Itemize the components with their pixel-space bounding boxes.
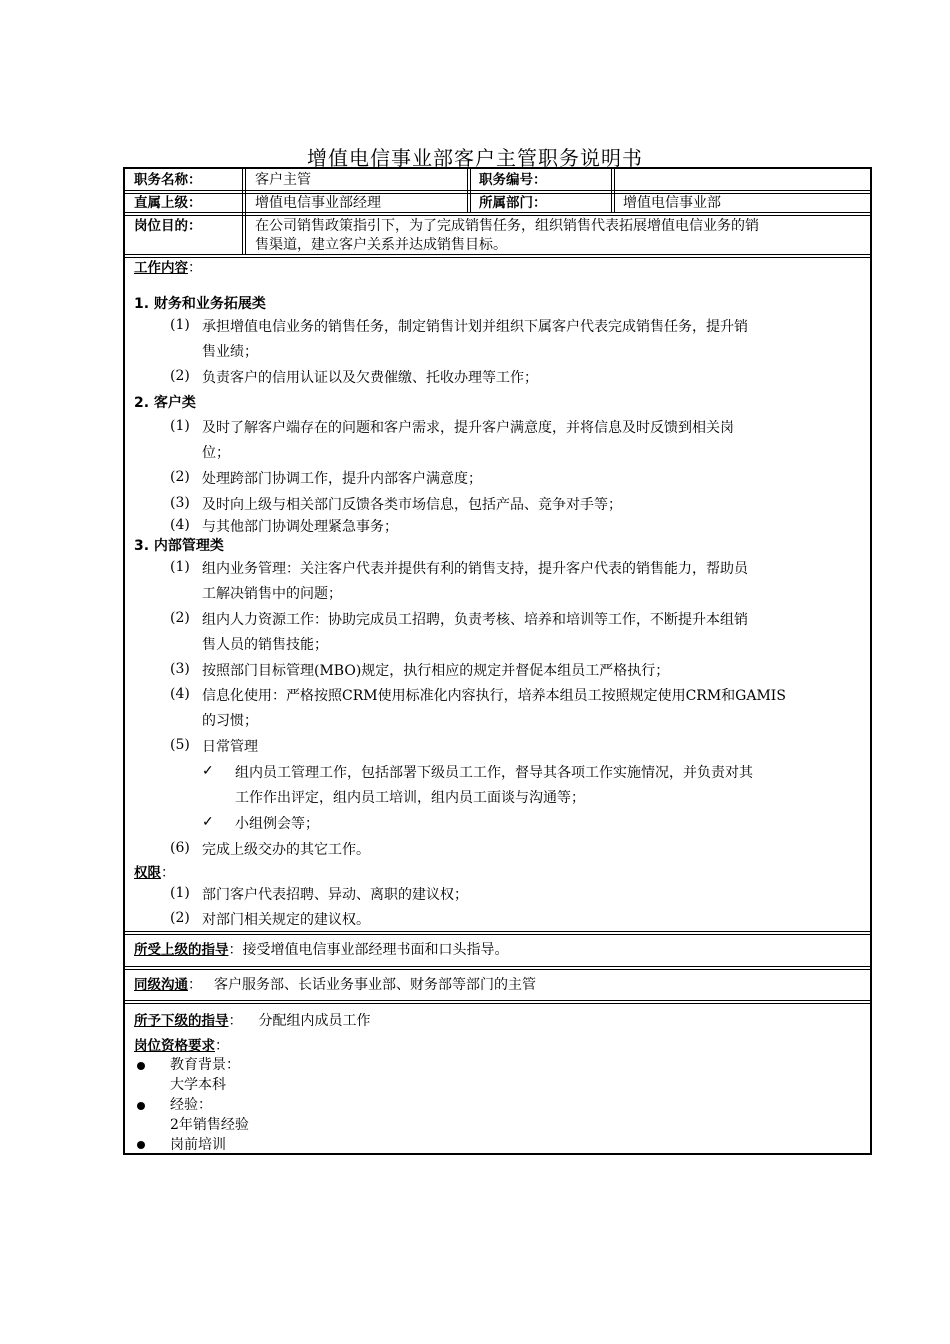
training-label: 岗前培训 <box>170 1137 226 1153</box>
work-item-text: 组内业务管理：关注客户代表并提供有利的销售支持，提升客户代表的销售能力，帮助员 <box>202 561 748 577</box>
experience-label: 经验： <box>170 1097 212 1113</box>
superior-label: 直属上级： <box>134 195 202 211</box>
work-item-text: 售业绩； <box>202 344 258 360</box>
purpose-text: 售渠道，建立客户关系并达成销售目标。 <box>255 237 507 253</box>
work-item-text: 负责客户的信用认证以及欠费催缴、托收办理等工作； <box>202 370 538 386</box>
department-value: 增值电信事业部 <box>623 195 721 211</box>
authority-item: 部门客户代表招聘、异动、离职的建议权； <box>202 887 468 903</box>
work-subitem-text: 工作作出评定，组内员工培训，组内员工面谈与沟通等； <box>235 790 585 806</box>
document-title: 增值电信事业部客户主管职务说明书 <box>307 146 643 170</box>
superior-guidance-row: 所受上级的指导：接受增值电信事业部经理书面和口头指导。 <box>134 942 509 958</box>
item-number: (1) <box>170 418 190 434</box>
peer-communication-row: 同级沟通： 客户服务部、长话业务事业部、财务部等部门的主管 <box>134 977 536 993</box>
bullet-icon <box>137 1102 145 1110</box>
col-divider <box>611 169 612 213</box>
row-divider <box>125 1000 870 1001</box>
authority-heading: 权限： <box>134 865 175 881</box>
row-divider <box>125 257 870 258</box>
work-item-text: 位； <box>202 445 230 461</box>
section-title-internal: 3. 内部管理类 <box>134 538 224 554</box>
item-number: (1) <box>170 317 190 333</box>
item-number: (1) <box>170 885 190 901</box>
subordinate-guidance-row: 所予下级的指导： 分配组内成员工作 <box>134 1013 371 1029</box>
col-divider <box>245 169 246 255</box>
col-divider <box>614 169 615 213</box>
job-description-table <box>123 167 872 1155</box>
work-item-text: 组内人力资源工作：协助完成员工招聘，负责考核、培养和培训等工作，不断提升本组销 <box>202 612 748 628</box>
work-item-text: 及时了解客户端存在的问题和客户需求，提升客户满意度，并将信息及时反馈到相关岗 <box>202 420 734 436</box>
col-divider <box>467 169 468 213</box>
item-number: (5) <box>170 737 190 753</box>
experience-value: 2年销售经验 <box>170 1117 249 1133</box>
item-number: (4) <box>170 517 190 533</box>
col-divider <box>242 169 243 255</box>
item-number: (1) <box>170 559 190 575</box>
item-number: (2) <box>170 910 190 926</box>
work-item-text: 日常管理 <box>202 739 258 755</box>
job-name-value: 客户主管 <box>255 172 311 188</box>
work-item-text: 按照部门目标管理(MBO)规定，执行相应的规定并督促本组员工严格执行； <box>202 663 670 679</box>
work-item-text: 完成上级交办的其它工作。 <box>202 842 370 858</box>
checkmark-icon: ✓ <box>202 763 214 779</box>
item-number: (2) <box>170 610 190 626</box>
item-number: (2) <box>170 368 190 384</box>
authority-item: 对部门相关规定的建议权。 <box>202 912 370 928</box>
col-divider <box>470 169 471 213</box>
checkmark-icon: ✓ <box>202 814 214 830</box>
work-subitem-text: 组内员工管理工作，包括部署下级员工工作，督导其各项工作实施情况，并负责对其 <box>235 765 753 781</box>
work-item-text: 承担增值电信业务的销售任务，制定销售计划并组织下属客户代表完成销售任务，提升销 <box>202 319 748 335</box>
superior-value: 增值电信事业部经理 <box>255 195 381 211</box>
purpose-text: 在公司销售政策指引下，为了完成销售任务，组织销售代表拓展增值电信业务的销 <box>255 218 759 234</box>
work-item-text: 及时向上级与相关部门反馈各类市场信息，包括产品、竞争对手等； <box>202 497 622 513</box>
item-number: (3) <box>170 661 190 677</box>
department-label: 所属部门： <box>479 195 547 211</box>
work-item-text: 与其他部门协调处理紧急事务； <box>202 519 398 535</box>
bullet-icon <box>137 1141 145 1149</box>
job-name-label: 职务名称： <box>134 172 202 188</box>
item-number: (6) <box>170 840 190 856</box>
work-item-text: 处理跨部门协调工作，提升内部客户满意度； <box>202 471 482 487</box>
row-divider <box>125 969 870 970</box>
education-label: 教育背景： <box>170 1057 240 1073</box>
qualification-heading: 岗位资格要求： <box>134 1038 229 1054</box>
row-divider <box>125 934 870 935</box>
row-divider <box>125 966 870 967</box>
section-title-customer: 2. 客户类 <box>134 395 196 411</box>
row-divider <box>125 931 870 932</box>
work-item-text: 的习惯； <box>202 713 258 729</box>
item-number: (4) <box>170 686 190 702</box>
work-item-text: 售人员的销售技能； <box>202 637 328 653</box>
item-number: (2) <box>170 469 190 485</box>
purpose-label: 岗位目的： <box>134 218 202 234</box>
job-number-label: 职务编号： <box>479 172 547 188</box>
section-title-finance: 1. 财务和业务拓展类 <box>134 296 266 312</box>
education-value: 大学本科 <box>170 1077 226 1093</box>
work-item-text: 信息化使用：严格按照CRM使用标准化内容执行，培养本组员工按照规定使用CRM和GAMIS <box>202 688 786 704</box>
row-divider <box>125 190 870 191</box>
work-subitem-text: 小组例会等； <box>235 816 319 832</box>
bullet-icon <box>137 1062 145 1070</box>
work-item-text: 工解决销售中的问题； <box>202 586 342 602</box>
row-divider <box>125 1003 870 1004</box>
item-number: (3) <box>170 495 190 511</box>
work-content-heading: 工作内容： <box>134 260 202 276</box>
